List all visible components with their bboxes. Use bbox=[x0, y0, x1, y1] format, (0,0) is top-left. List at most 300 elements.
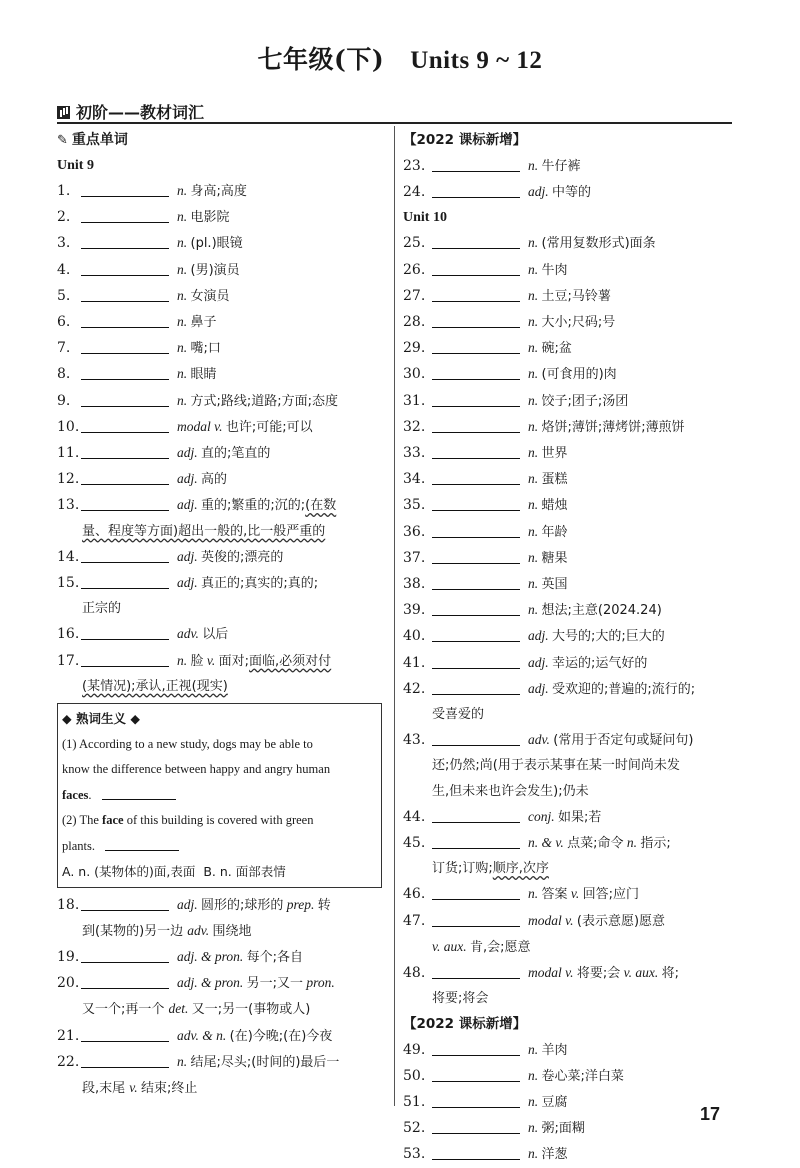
entry-number: 17. bbox=[57, 652, 80, 669]
vocab-entry bbox=[403, 1115, 731, 1141]
part-of-speech: n. bbox=[528, 1120, 542, 1136]
entry-number: 24. bbox=[403, 184, 426, 201]
answer-blank[interactable] bbox=[81, 896, 169, 911]
entry-number: 41. bbox=[403, 654, 426, 671]
entry-number: 45. bbox=[403, 835, 426, 852]
answer-blank[interactable] bbox=[432, 392, 520, 407]
vocab-entry bbox=[403, 440, 731, 466]
part-of-speech: n. bbox=[528, 392, 542, 408]
part-of-speech: n. bbox=[528, 158, 542, 173]
vocab-entry bbox=[403, 676, 731, 727]
answer-blank[interactable] bbox=[102, 787, 176, 800]
entry-number: 25. bbox=[403, 235, 426, 252]
answer-blank[interactable] bbox=[432, 627, 520, 642]
entry-number: 33. bbox=[403, 445, 426, 462]
meaning: 结尾;尽头;(时间的)最后一 bbox=[190, 1054, 340, 1070]
answer-blank[interactable] bbox=[432, 287, 520, 302]
part-of-speech: n. bbox=[528, 1041, 542, 1057]
meaning: 豆腐 bbox=[541, 1094, 568, 1110]
vocab-entry bbox=[403, 466, 731, 492]
meaning: (常用复数形式)面条 bbox=[541, 236, 656, 252]
meaning: 正宗的 bbox=[82, 601, 122, 617]
meaning: 如果;若 bbox=[558, 809, 602, 825]
part-of-speech: n. bbox=[528, 1067, 542, 1083]
entry-number: 46. bbox=[403, 886, 426, 903]
page-number: 17 bbox=[700, 1104, 721, 1124]
meaning: 围绕地 bbox=[212, 923, 252, 939]
answer-blank[interactable] bbox=[81, 234, 169, 249]
option-a: A. n. (某物体的)面,表面 bbox=[62, 864, 196, 880]
continuation bbox=[57, 996, 382, 1022]
meaning: 还;仍然;尚(用于表示某事在某一时间尚未发 bbox=[432, 758, 680, 774]
answer-blank[interactable] bbox=[81, 496, 169, 511]
box-q2-keyword: face bbox=[102, 813, 124, 828]
part-of-speech: adj. bbox=[528, 654, 553, 670]
continuation: 生,但未来也许会发生);仍未 bbox=[432, 783, 589, 799]
entry-number: 27. bbox=[403, 287, 426, 304]
part-of-speech: v. bbox=[129, 1079, 142, 1095]
entry-number: 39. bbox=[403, 602, 426, 619]
emphasis-meaning: ;承认,正视(现实) bbox=[131, 678, 228, 694]
vocab-entry bbox=[403, 727, 731, 804]
meaning: 土豆;马铃薯 bbox=[541, 288, 611, 304]
answer-blank[interactable] bbox=[81, 418, 169, 433]
answer-blank[interactable] bbox=[432, 1145, 520, 1160]
meaning: 订货;订购; bbox=[432, 861, 493, 877]
part-of-speech: n. bbox=[177, 235, 191, 251]
answer-blank[interactable] bbox=[81, 1027, 169, 1042]
vocab-entry bbox=[57, 648, 382, 699]
part-of-speech: n. bbox=[177, 652, 191, 668]
part-of-speech: adj. bbox=[528, 628, 553, 644]
vocab-entry bbox=[403, 623, 731, 649]
vocab-entry bbox=[57, 440, 382, 466]
answer-blank[interactable] bbox=[432, 261, 520, 276]
part-of-speech: adj. & pron. bbox=[177, 975, 247, 991]
emphasis-meaning: (某情况) bbox=[82, 678, 132, 694]
unit-heading: Unit 9 bbox=[57, 158, 94, 173]
polysemy-box bbox=[57, 703, 382, 888]
entry-number: 43. bbox=[403, 732, 426, 749]
part-of-speech: adj. bbox=[177, 497, 202, 513]
part-of-speech: adj. bbox=[528, 680, 553, 696]
box-q2-post: of this building is covered with green bbox=[123, 813, 314, 828]
part-of-speech: conj. bbox=[528, 808, 558, 824]
part-of-speech: v. bbox=[203, 652, 219, 668]
answer-blank[interactable] bbox=[81, 261, 169, 276]
meaning: 鼻子 bbox=[190, 315, 217, 331]
meaning: 圆形的;球形的 bbox=[201, 897, 284, 913]
continuation bbox=[57, 1075, 382, 1101]
emphasis-meaning: (在数 bbox=[305, 498, 337, 514]
answer-blank[interactable] bbox=[432, 1093, 520, 1108]
answer-blank[interactable] bbox=[432, 183, 520, 198]
part-of-speech: n. bbox=[177, 392, 191, 408]
right-column bbox=[403, 128, 731, 1168]
meaning: 身高;高度 bbox=[190, 184, 247, 199]
meaning: 回答;应门 bbox=[582, 887, 640, 903]
meaning: (表示意愿)愿意 bbox=[576, 913, 666, 929]
entry-number: 53. bbox=[403, 1146, 426, 1163]
vocab-entry bbox=[403, 519, 731, 545]
entry-number: 2. bbox=[57, 209, 71, 226]
part-of-speech: n. bbox=[528, 1146, 542, 1162]
vocab-entry bbox=[403, 597, 731, 623]
meaning: 大小;尺码;号 bbox=[541, 315, 616, 331]
vocab-entry bbox=[57, 388, 382, 414]
meaning: 答案 bbox=[541, 887, 568, 903]
answer-blank[interactable] bbox=[81, 444, 169, 459]
vocab-entry bbox=[57, 178, 382, 204]
meaning: 洋葱 bbox=[541, 1147, 568, 1163]
meaning: 世界 bbox=[541, 446, 568, 462]
meaning: 英国 bbox=[541, 577, 568, 593]
part-of-speech: prep. bbox=[283, 896, 318, 912]
answer-blank[interactable] bbox=[432, 365, 520, 380]
box-q1-line2: know the difference between happy and angry human bbox=[62, 762, 331, 777]
entry-number: 47. bbox=[403, 912, 426, 929]
meaning: 每个;各自 bbox=[246, 949, 304, 965]
meaning: 转 bbox=[317, 897, 331, 913]
meaning: 粥;面糊 bbox=[541, 1121, 585, 1137]
part-of-speech: adj. bbox=[177, 896, 202, 912]
meaning: 面对; bbox=[218, 653, 250, 669]
option-b: B. n. 面部表情 bbox=[203, 864, 286, 880]
meaning: 想法;主意(2024.24) bbox=[541, 603, 662, 619]
answer-blank[interactable] bbox=[81, 287, 169, 302]
meaning: 眼睛 bbox=[190, 367, 217, 383]
part-of-speech: v. bbox=[567, 886, 583, 902]
answer-blank[interactable] bbox=[81, 548, 169, 563]
part-of-speech: n. bbox=[528, 886, 542, 902]
vocab-entry bbox=[403, 257, 731, 283]
answer-blank[interactable] bbox=[432, 234, 520, 249]
meaning: 蛋糕 bbox=[541, 472, 568, 488]
part-of-speech: n. bbox=[177, 340, 191, 356]
vocab-entry bbox=[57, 492, 382, 543]
answer-blank[interactable] bbox=[432, 1067, 520, 1082]
meaning: 羊肉 bbox=[541, 1042, 568, 1058]
title-units: Units 9 ~ 12 bbox=[410, 47, 543, 74]
answer-blank[interactable] bbox=[432, 496, 520, 511]
section-label: 初阶——教材词汇 bbox=[76, 103, 205, 122]
meaning: 直的;笔直的 bbox=[201, 446, 271, 462]
continuation bbox=[57, 519, 382, 544]
entry-number: 23. bbox=[403, 158, 426, 174]
box-options bbox=[62, 859, 377, 885]
answer-blank[interactable] bbox=[81, 182, 169, 197]
vocab-entry bbox=[403, 571, 731, 597]
meaning: 幸运的;运气好的 bbox=[552, 655, 648, 671]
entry-number: 42. bbox=[403, 680, 426, 697]
answer-blank[interactable] bbox=[432, 157, 520, 172]
meaning: 又一;另一(事物或人) bbox=[191, 1002, 311, 1018]
subheading bbox=[57, 128, 382, 153]
meaning: 卷心菜;洋白菜 bbox=[541, 1068, 624, 1084]
vocab-entry bbox=[57, 283, 382, 309]
answer-blank[interactable] bbox=[432, 885, 520, 900]
vocab-entry bbox=[403, 414, 731, 440]
part-of-speech: adv. & n. bbox=[177, 1027, 230, 1043]
continuation bbox=[403, 934, 731, 960]
entry-number: 4. bbox=[57, 261, 71, 278]
part-of-speech: adj. bbox=[177, 445, 202, 461]
vocab-entry bbox=[403, 908, 731, 960]
part-of-speech: n. bbox=[177, 209, 191, 225]
entry-number: 26. bbox=[403, 261, 426, 278]
meaning: 电影院 bbox=[190, 210, 230, 226]
entry-number: 10. bbox=[57, 418, 80, 435]
continuation bbox=[57, 596, 382, 621]
box-q1-end: . bbox=[88, 787, 92, 802]
answer-blank[interactable] bbox=[432, 731, 520, 746]
meaning: 点菜;命令 bbox=[567, 836, 624, 852]
entry-number: 19. bbox=[57, 948, 80, 965]
entry-number: 40. bbox=[403, 628, 426, 645]
vocab-entry bbox=[403, 179, 731, 205]
meaning: 受欢迎的;普遍的;流行的; bbox=[552, 681, 696, 697]
vocab-entry bbox=[57, 309, 382, 335]
meaning: 烙饼;薄饼;薄烤饼;薄煎饼 bbox=[541, 419, 685, 435]
vocab-entry bbox=[403, 830, 731, 881]
entry-number: 32. bbox=[403, 418, 426, 435]
part-of-speech: n. bbox=[528, 1093, 542, 1109]
answer-blank[interactable] bbox=[81, 313, 169, 328]
entry-number: 9. bbox=[57, 392, 71, 409]
vocab-entry bbox=[57, 204, 382, 230]
answer-blank[interactable] bbox=[432, 523, 520, 538]
entry-number: 38. bbox=[403, 576, 426, 593]
part-of-speech: n. bbox=[177, 183, 191, 198]
answer-blank[interactable] bbox=[432, 313, 520, 328]
emphasis-meaning: 量、程度等方面)超出一般的,比一般严重的 bbox=[82, 523, 326, 539]
vocab-entry bbox=[403, 335, 731, 361]
part-of-speech: n. bbox=[623, 835, 641, 851]
meaning: 牛肉 bbox=[541, 262, 568, 278]
meaning: 重的;繁重的;沉的; bbox=[201, 498, 306, 514]
entry-number: 36. bbox=[403, 523, 426, 540]
answer-blank[interactable] bbox=[432, 470, 520, 485]
answer-blank[interactable] bbox=[432, 575, 520, 590]
vocab-entry bbox=[403, 153, 731, 179]
meaning: 段,末尾 bbox=[82, 1080, 130, 1096]
answer-blank[interactable] bbox=[432, 680, 520, 695]
part-of-speech: n. bbox=[528, 576, 542, 592]
continuation bbox=[57, 674, 382, 699]
vocab-entry bbox=[403, 650, 731, 676]
entry-number: 48. bbox=[403, 965, 426, 982]
answer-blank[interactable] bbox=[81, 652, 169, 667]
continuation bbox=[57, 918, 382, 944]
left-column bbox=[57, 128, 382, 1101]
meaning: (pl.)眼镜 bbox=[190, 236, 243, 252]
answer-blank[interactable] bbox=[432, 549, 520, 564]
new-words-tag: 【2022 课标新增】 bbox=[403, 1015, 527, 1032]
part-of-speech: adv. bbox=[177, 626, 203, 642]
part-of-speech: n. bbox=[528, 497, 542, 513]
meaning: (男)演员 bbox=[190, 262, 240, 278]
part-of-speech: n. bbox=[177, 261, 191, 277]
vocab-entry bbox=[57, 1023, 382, 1049]
meaning: 另一;又一 bbox=[246, 976, 304, 992]
answer-blank[interactable] bbox=[432, 339, 520, 354]
answer-blank[interactable] bbox=[81, 625, 169, 640]
vocab-entry bbox=[57, 230, 382, 256]
answer-blank[interactable] bbox=[81, 208, 169, 223]
part-of-speech: adj. & pron. bbox=[177, 948, 247, 964]
meaning: 将要;将会 bbox=[432, 991, 489, 1007]
answer-blank[interactable] bbox=[105, 838, 179, 851]
box-q2-line1 bbox=[62, 808, 377, 834]
vocab-entry bbox=[57, 361, 382, 387]
answer-blank[interactable] bbox=[432, 444, 520, 459]
answer-blank[interactable] bbox=[81, 974, 169, 989]
answer-blank[interactable] bbox=[432, 654, 520, 669]
meaning: 牛仔裤 bbox=[541, 159, 581, 174]
part-of-speech: n. bbox=[528, 235, 542, 251]
meaning: 将; bbox=[661, 966, 680, 982]
answer-blank[interactable] bbox=[81, 948, 169, 963]
answer-blank[interactable] bbox=[81, 574, 169, 589]
entry-number: 6. bbox=[57, 314, 71, 331]
vocab-entry bbox=[403, 545, 731, 571]
meaning: 饺子;团子;汤团 bbox=[541, 393, 629, 409]
vocab-entry bbox=[403, 1037, 731, 1063]
part-of-speech: n. bbox=[528, 602, 542, 618]
meaning: (常用于否定句或疑问句) bbox=[553, 733, 694, 749]
vocab-entry bbox=[57, 257, 382, 283]
vocab-entry bbox=[57, 1049, 382, 1101]
box-q2-line2 bbox=[62, 834, 377, 860]
meaning: 肯,会;愿意 bbox=[469, 939, 531, 955]
box-heading: ◆ 熟词生义 ◆ bbox=[62, 711, 140, 727]
vocab-entry bbox=[57, 466, 382, 492]
continuation bbox=[403, 986, 731, 1011]
answer-blank[interactable] bbox=[81, 365, 169, 380]
meaning: 中等的 bbox=[552, 185, 592, 201]
entry-number: 49. bbox=[403, 1041, 426, 1058]
meaning: 也许;可能;可以 bbox=[225, 419, 313, 435]
answer-blank[interactable] bbox=[432, 964, 520, 979]
answer-blank[interactable] bbox=[432, 808, 520, 823]
meaning: 受喜爱的 bbox=[432, 707, 485, 723]
answer-blank[interactable] bbox=[81, 1053, 169, 1068]
entry-number: 15. bbox=[57, 575, 80, 592]
meaning: 指示; bbox=[640, 836, 671, 852]
meaning: 女演员 bbox=[190, 288, 230, 304]
entry-number: 31. bbox=[403, 392, 426, 409]
vocab-entry bbox=[403, 960, 731, 1011]
entry-number: 52. bbox=[403, 1120, 426, 1137]
answer-blank[interactable] bbox=[432, 912, 520, 927]
section-header bbox=[57, 100, 732, 124]
vocab-entry bbox=[57, 944, 382, 970]
box-q1-line1: (1) According to a new study, dogs may be able to bbox=[62, 736, 313, 751]
entry-number: 29. bbox=[403, 340, 426, 357]
answer-blank[interactable] bbox=[81, 339, 169, 354]
entry-number: 13. bbox=[57, 497, 80, 514]
box-q1-keyword: faces bbox=[62, 787, 89, 802]
vocab-entry bbox=[403, 388, 731, 414]
part-of-speech: adj. bbox=[528, 184, 553, 200]
part-of-speech: modal v. bbox=[528, 965, 577, 981]
part-of-speech: n. bbox=[177, 1053, 191, 1069]
emphasis-meaning: 面临,必须对付 bbox=[249, 653, 332, 669]
part-of-speech: n. bbox=[177, 287, 191, 303]
new-words-tag: 【2022 课标新增】 bbox=[403, 132, 527, 148]
part-of-speech: n. bbox=[528, 549, 542, 565]
answer-blank[interactable] bbox=[432, 601, 520, 616]
subheading-label: 重点单词 bbox=[71, 132, 128, 148]
entry-number: 51. bbox=[403, 1093, 426, 1110]
vocab-entry bbox=[57, 570, 382, 621]
entry-number: 50. bbox=[403, 1067, 426, 1084]
page-title bbox=[0, 40, 800, 76]
entry-number: 18. bbox=[57, 896, 80, 913]
part-of-speech: n. bbox=[528, 287, 542, 303]
box-q2-pre: (2) The bbox=[62, 813, 103, 828]
meaning: 又一个;再一个 bbox=[82, 1002, 169, 1018]
answer-blank[interactable] bbox=[81, 470, 169, 485]
part-of-speech: v. aux. bbox=[432, 938, 470, 954]
answer-blank[interactable] bbox=[432, 834, 520, 849]
part-of-speech: n. bbox=[528, 445, 542, 461]
vocab-entry bbox=[403, 309, 731, 335]
entry-number: 11. bbox=[57, 445, 80, 462]
answer-blank[interactable] bbox=[432, 1041, 520, 1056]
entry-number: 34. bbox=[403, 471, 426, 488]
entry-number: 35. bbox=[403, 497, 426, 514]
vocab-entry bbox=[57, 892, 382, 944]
vocab-entry bbox=[403, 881, 731, 907]
entry-number: 16. bbox=[57, 626, 80, 643]
vocab-entry bbox=[57, 621, 382, 647]
part-of-speech: n. bbox=[177, 314, 191, 330]
meaning: 高的 bbox=[201, 472, 228, 488]
answer-blank[interactable] bbox=[432, 418, 520, 433]
entry-number: 14. bbox=[57, 548, 80, 565]
emphasis-meaning: 顺序,次序 bbox=[492, 861, 549, 877]
vocab-entry bbox=[57, 544, 382, 570]
meaning: 以后 bbox=[202, 627, 229, 643]
part-of-speech: adj. bbox=[177, 548, 202, 564]
meaning: 糖果 bbox=[541, 550, 568, 566]
pen-icon: ✎ bbox=[57, 133, 68, 148]
vocab-entry bbox=[403, 492, 731, 518]
part-of-speech: n. bbox=[528, 471, 542, 487]
entry-number: 5. bbox=[57, 287, 71, 304]
entry-number: 8. bbox=[57, 366, 71, 383]
part-of-speech: adv. bbox=[187, 922, 213, 938]
vocab-entry bbox=[403, 1063, 731, 1089]
box-heading-label: 熟词生义 bbox=[75, 711, 126, 727]
column-divider bbox=[394, 126, 395, 1106]
vocab-entry bbox=[403, 804, 731, 830]
part-of-speech: pron. bbox=[303, 975, 335, 991]
bar-chart-icon bbox=[57, 106, 70, 119]
answer-blank[interactable] bbox=[81, 392, 169, 407]
meaning: 蜡烛 bbox=[541, 498, 568, 514]
part-of-speech: n. bbox=[528, 523, 542, 539]
part-of-speech: v. aux. bbox=[620, 965, 662, 981]
entry-number: 21. bbox=[57, 1027, 80, 1044]
meaning: 年龄 bbox=[541, 524, 568, 540]
box-q1-line3 bbox=[62, 783, 377, 809]
meaning: 方式;路线;道路;方面;态度 bbox=[190, 393, 339, 409]
vocab-entry bbox=[403, 1141, 731, 1167]
meaning: (在)今晚;(在)今夜 bbox=[229, 1028, 333, 1044]
meaning: 脸 bbox=[190, 653, 204, 669]
